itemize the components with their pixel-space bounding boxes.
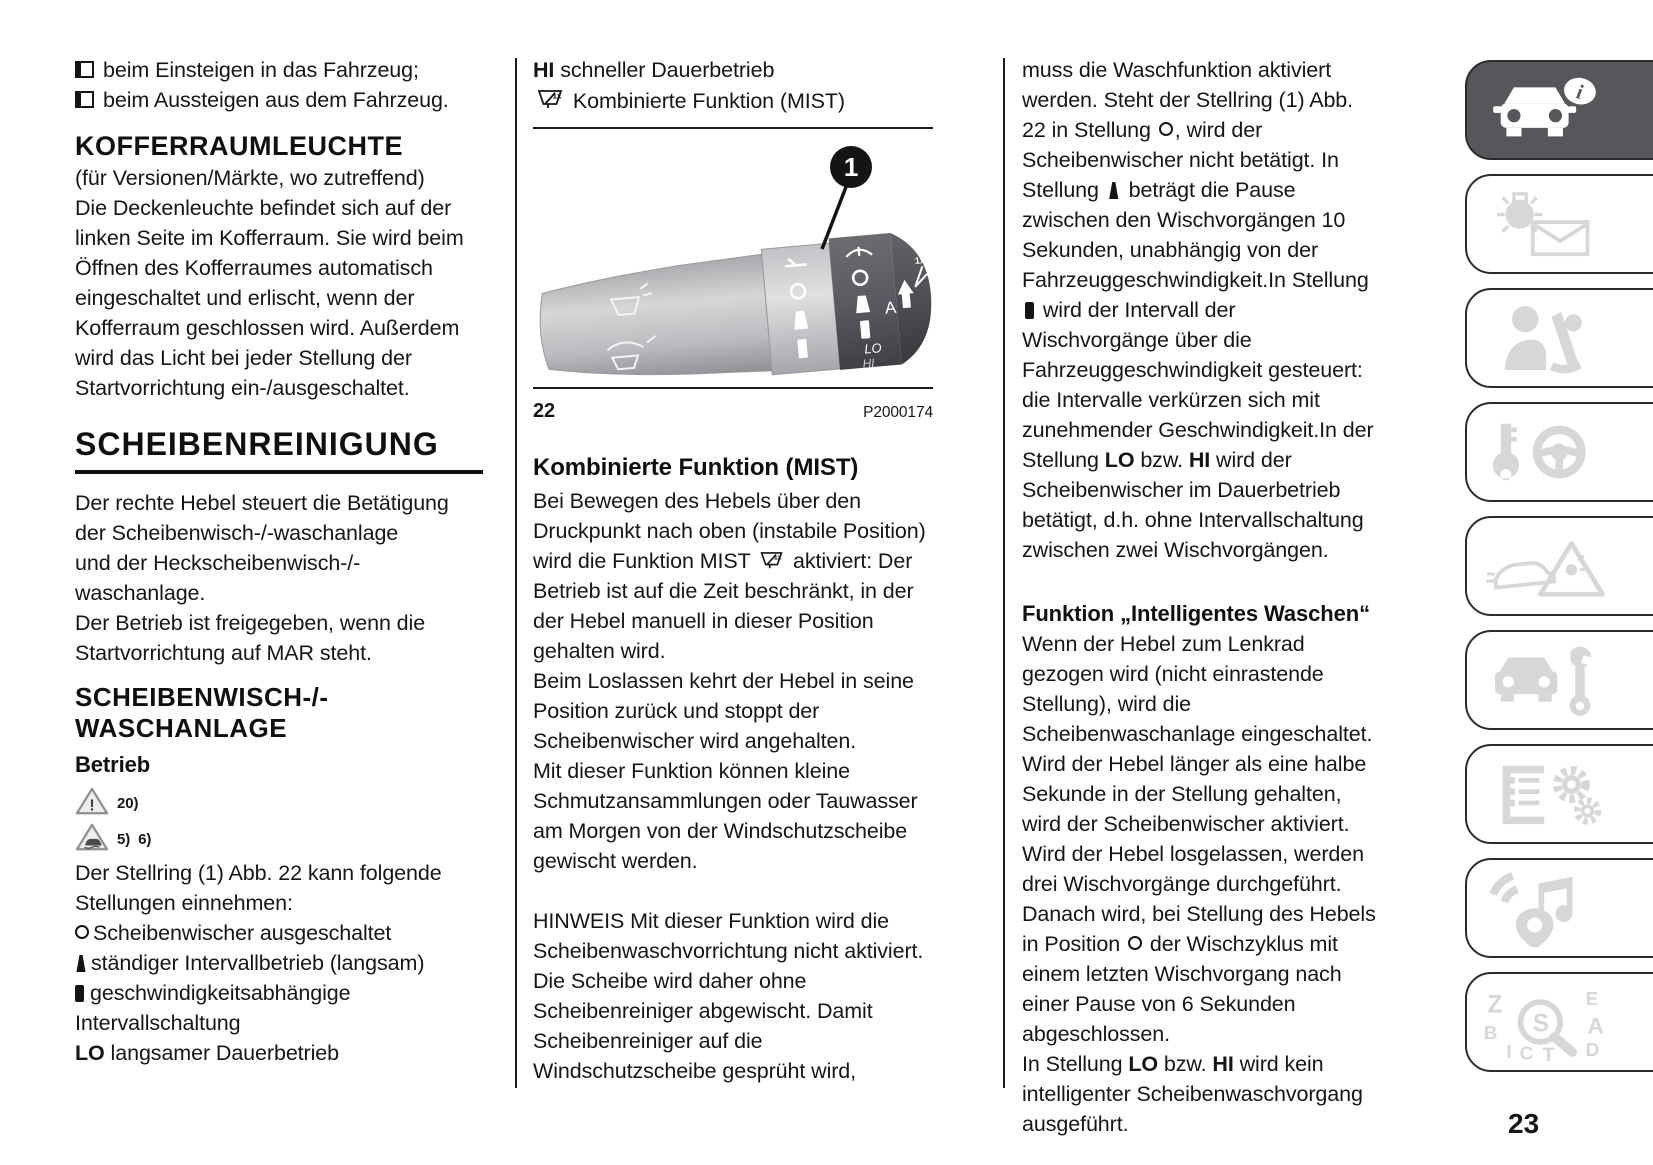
svg-text:D: D: [1585, 1038, 1600, 1060]
svg-text:i: i: [1574, 81, 1585, 105]
mist-wiper-1x-icon: [758, 551, 785, 571]
warning-ref-number: 20): [117, 795, 139, 812]
sidebar-tab-index[interactable]: [1465, 972, 1653, 1072]
wiper-off-symbol: [75, 925, 89, 939]
svg-text:1x: 1x: [773, 552, 782, 562]
wiper-stalk-figure: [533, 131, 933, 387]
svg-text:E: E: [1585, 988, 1599, 1010]
figure-caption-row: [533, 387, 933, 428]
car-info-icon: [1480, 71, 1612, 149]
alphabetical-index-search-icon: [1480, 983, 1612, 1061]
car-warning-triangle-icon: [1480, 527, 1612, 605]
multimedia-icon: [1480, 869, 1612, 947]
section-tab-rail: [1465, 60, 1653, 1072]
position-item-interval-speed: geschwindigkeitsabhängige Intervallschaltung: [75, 981, 351, 1035]
position-item-interval-slow: ständiger Intervallbetrieb (langsam): [75, 948, 483, 978]
interval-slow-symbol: [1108, 182, 1120, 199]
scheibenreinigung-paragraph: Der Betrieb ist freigegeben, wenn die Startvorrichtung auf MAR steht.: [75, 611, 426, 665]
hinweis-paragraph: HINWEIS Mit dieser Funktion wird die Scheibenwaschvorrichtung nicht aktiviert. Die Scheibe wird daher ohne Scheibenreiniger abgewischt. Damit Scheibenreiniger auf die Windschutzscheibe gesprüht wird,: [533, 909, 924, 1083]
svg-text:T: T: [1542, 1043, 1555, 1061]
mist-paragraph: Bei Bewegen des Hebels über den Druckpunkt nach oben (instabile Position) wird die Funktion MIST 1x aktiviert: Der Betrieb ist auf die Zeit beschränkt, in der der Hebel manuell in dieser Position gehalten wird.: [533, 489, 926, 663]
chapter-title-scheibenreinigung: SCHEIBENREINIGUNG: [75, 425, 483, 474]
warning-light-message-icon: [1480, 185, 1612, 263]
checkbox-bullet-icon: [75, 61, 94, 78]
warning-reference-row: [75, 816, 483, 852]
mist-paragraph: Mit dieser Funktion können kleine Schmutzansammlungen oder Tauwasser am Morgen von der Windschutzscheibe gewischt werden.: [533, 759, 918, 873]
svg-text:A: A: [1587, 1013, 1604, 1039]
wiper-off-symbol: [1128, 936, 1142, 950]
mist-wiper-1x-icon: [535, 89, 565, 111]
scheibenreinigung-paragraph: Der rechte Hebel steuert die Betätigung der Scheibenwisch-/-waschanlage und der Heckscheibenwisch-/- waschanlage.: [75, 491, 449, 605]
checkbox-bullet-icon: [75, 91, 94, 108]
sidebar-tab-starting-driving[interactable]: [1465, 402, 1653, 502]
left-column: [75, 55, 483, 1068]
position-item-mist: 1x Kombinierte Funktion (MIST): [533, 86, 933, 116]
kofferraumleuchte-body: Die Deckenleuchte befindet sich auf der linken Seite im Kofferraum. Sie wird beim Öffnen des Kofferraumes automatisch eingeschaltet und erlischt, wenn der Kofferraum geschlossen wird. Außerdem wird das Licht bei jeder Stellung der Startvorrichtung ein-/ausgeschaltet.: [75, 196, 464, 400]
ring-label-hi: HI: [862, 355, 876, 371]
svg-text:!: !: [89, 797, 95, 815]
bullet-text: beim Einsteigen in das Fahrzeug;: [103, 58, 419, 82]
column-divider: [515, 58, 517, 1088]
sidebar-tab-dashboard-lights[interactable]: [1465, 174, 1653, 274]
interval-slow-symbol: [75, 955, 87, 972]
sidebar-tab-emergency[interactable]: [1465, 516, 1653, 616]
stellring-intro: Der Stellring (1) Abb. 22 kann folgende Stellungen einnehmen:: [75, 861, 442, 915]
middle-column: [533, 55, 933, 1086]
warning-triangle-icon: [75, 786, 109, 816]
page-number: 23: [1508, 1108, 1540, 1139]
interval-speed-symbol: [1025, 302, 1034, 319]
position-item-off: Scheibenwischer ausgeschaltet: [75, 918, 483, 948]
bullet-item: [75, 85, 483, 115]
car-damage-triangle-icon: [75, 822, 109, 852]
key-steering-wheel-icon: [1480, 413, 1612, 491]
section-title-scheibenwischwaschanlage: SCHEIBENWISCH-/- WASCHANLAGE: [75, 682, 329, 743]
intelligent-wash-paragraph: Wenn der Hebel zum Lenkrad gezogen wird (nicht einrastende Stellung), wird die Scheibenwaschanlage eingeschaltet.: [1022, 632, 1373, 746]
intelligent-wash-paragraph: Danach wird, bei Stellung des Hebels in Position der Wischzyklus mit einem letzten Wischvorgang nach einer Pause von 6 Sekunden abgeschlossen.: [1022, 902, 1376, 1046]
svg-text:Z: Z: [1487, 991, 1503, 1019]
ring-label-lo: LO: [863, 340, 883, 357]
wiper-off-symbol: [1159, 122, 1173, 136]
warning-ref-number: 5): [117, 831, 131, 848]
list-gears-technical-data-icon: [1480, 755, 1612, 833]
svg-text:I: I: [1506, 1040, 1512, 1061]
sidebar-tab-safety[interactable]: [1465, 288, 1653, 388]
svg-text:S: S: [1532, 1010, 1550, 1038]
warning-ref-number: 6): [138, 831, 152, 848]
svg-text:1x: 1x: [914, 255, 926, 266]
warning-reference-row: [75, 780, 483, 816]
figure-code: P2000174: [863, 404, 933, 421]
intelligent-wash-paragraph: Wird der Hebel länger als eine halbe Sekunde in der Stellung gehalten, wird der Scheibenwischer aktiviert. Wird der Hebel losgelassen, werden drei Wischvorgänge durchgeführt.: [1022, 752, 1367, 896]
figure-number: 22: [533, 400, 556, 422]
sidebar-tab-technical-data[interactable]: [1465, 744, 1653, 844]
column-divider: [1003, 58, 1005, 1088]
wash-function-paragraph: muss die Waschfunktion aktiviert werden. Steht der Stellring (1) Abb. 22 in Stellung , wird der Scheibenwischer nicht betätigt. In Stellung beträgt die Pause zwischen den Wischvorgängen 10 Sekunden, unabhängig von der Fahrzeuggeschwindigkeit.In Stellung wird der Intervall der Wischvorgänge über die Fahrzeuggeschwindigkeit gesteuert: die Intervalle verkürzen sich mit zunehmender Geschwindigkeit.In der Stellung LO bzw. HI wird der Scheibenwischer im Dauerbetrieb betätigt, d.h. ohne Intervallschaltung zwischen zwei Wischvorgängen.: [1022, 58, 1374, 562]
seatbelt-safety-icon: [1480, 299, 1612, 377]
svg-text:1x: 1x: [552, 91, 562, 101]
sidebar-tab-vehicle-info[interactable]: [1465, 60, 1653, 160]
subsection-title-betrieb: Betrieb: [75, 752, 151, 777]
callout-number: 1: [843, 152, 859, 182]
interval-speed-symbol: [75, 985, 84, 1002]
subsection-title-mist: Kombinierte Funktion (MIST): [533, 454, 859, 481]
subsection-title-intelligentes-waschen: Funktion „Intelligentes Waschen“: [1022, 601, 1371, 626]
bullet-item: [75, 55, 483, 85]
figure-top-rule: [533, 127, 933, 129]
position-item-hi: HI schneller Dauerbetrieb: [533, 58, 775, 82]
right-column: [1022, 55, 1380, 1139]
svg-text:B: B: [1483, 1021, 1498, 1043]
intelligent-wash-paragraph: In Stellung LO bzw. HI wird kein intelligenter Scheibenwaschvorgang ausgeführt.: [1022, 1052, 1363, 1136]
sidebar-tab-multimedia[interactable]: [1465, 858, 1653, 958]
car-wrench-maintenance-icon: [1480, 641, 1612, 719]
sidebar-tab-maintenance[interactable]: [1465, 630, 1653, 730]
section-title-kofferraumleuchte: KOFFERRAUMLEUCHTE: [75, 131, 403, 161]
section-note: (für Versionen/Märkte, wo zutreffend): [75, 166, 425, 190]
stalk-body-group: [535, 230, 933, 387]
mist-paragraph: Beim Loslassen kehrt der Hebel in seine Position zurück und stoppt der Scheibenwischer wird angehalten.: [533, 669, 914, 753]
svg-text:C: C: [1519, 1042, 1534, 1061]
ring-label-a: A: [884, 297, 897, 318]
bullet-text: beim Aussteigen aus dem Fahrzeug.: [103, 88, 449, 112]
position-item-lo: LO langsamer Dauerbetrieb: [75, 1041, 339, 1065]
